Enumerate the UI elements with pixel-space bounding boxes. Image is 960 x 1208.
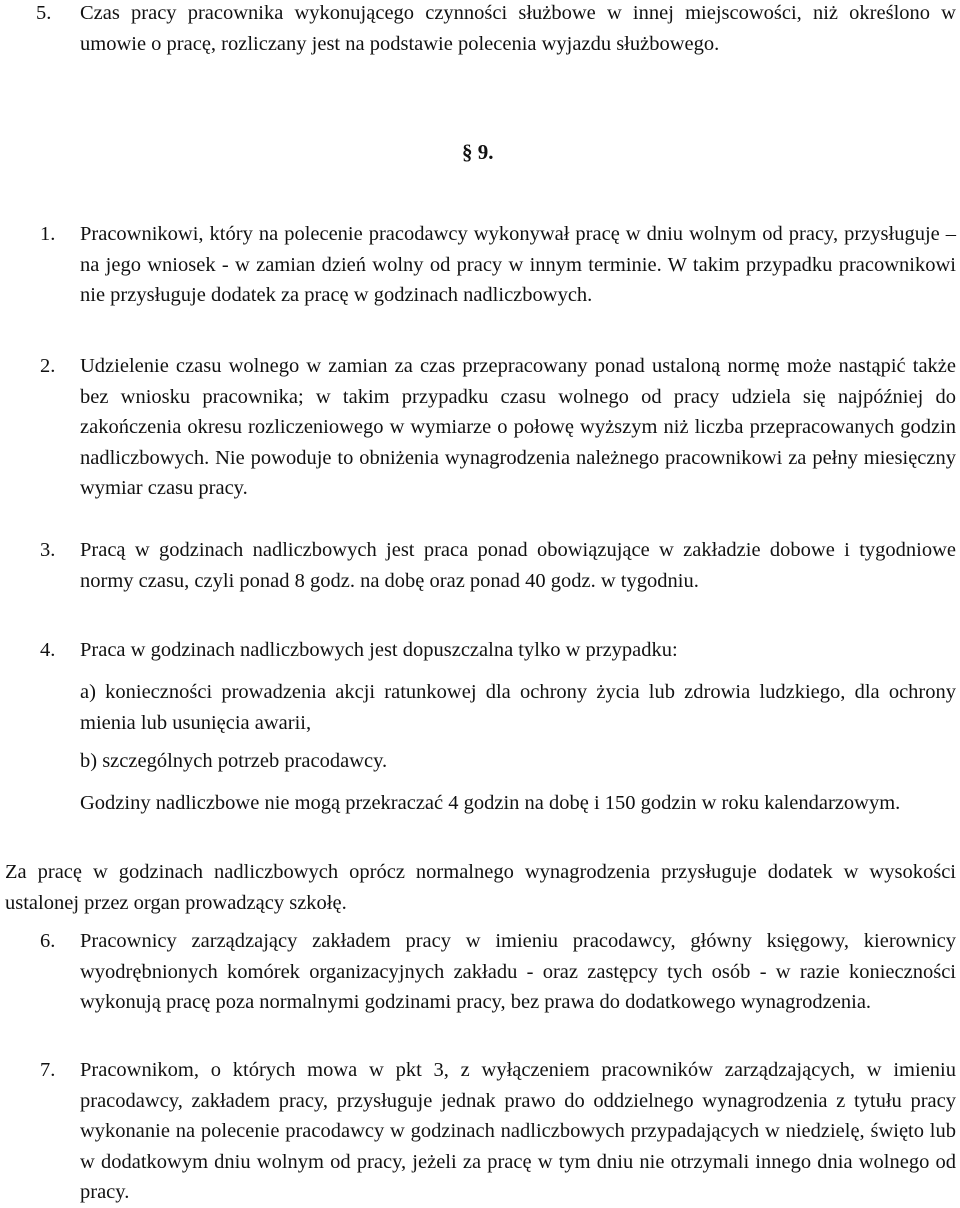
paragraph-text: Za pracę w godzinach nadliczbowych oprócz normalnego wynagrodzenia przysługuje dodatek w wysokości ustalonej przez organ prowadzący szkołę. xyxy=(5,861,956,914)
item-1 xyxy=(40,219,956,311)
item-text: Pracownikowi, który na polecenie pracodawcy wykonywał pracę w dniu wolnym od pracy, przysługuje – na jego wniosek - w zamian dzień wolny od pracy w innym terminie. W takim przypadku pracownikowi nie przysługuje dodatek za pracę w godzinach nadliczbowych. xyxy=(80,223,956,306)
item-6 xyxy=(40,926,956,1018)
item-number: 3. xyxy=(40,539,56,561)
item-text: Praca w godzinach nadliczbowych jest dopuszczalna tylko w przypadku: xyxy=(80,639,678,661)
item-number: 4. xyxy=(40,639,56,661)
item-4 xyxy=(40,635,956,666)
item-text: Pracownikom, o których mowa w pkt 3, z wyłączeniem pracowników zarządzających, w imieniu pracodawcy, zakładem pracy, przysługuje jednak prawo do oddzielnego wynagrodzenia z tytułu pracy wykonanie na polecenie pracodawcy w godzinach nadliczbowych przypadających w niedzielę, święto lub w dodatkowym dniu wolnym od pracy, jeżeli za pracę w tym dniu nie otrzymali innego dnia wolnego od pracy. xyxy=(80,1059,956,1203)
item-5 xyxy=(36,0,956,59)
item-number: 1. xyxy=(40,223,56,245)
item-text: Czas pracy pracownika wykonującego czynności służbowe w innej miejscowości, niż określono w umowie o pracę, rozliczany jest na podstawie polecenia wyjazdu służbowego. xyxy=(80,2,956,55)
item-text: Pracą w godzinach nadliczbowych jest praca ponad obowiązujące w zakładzie dobowe i tygodniowe normy czasu, czyli ponad 8 godz. na dobę oraz ponad 40 godz. w tygodniu. xyxy=(80,539,956,592)
item-text: Pracownicy zarządzający zakładem pracy w imieniu pracodawcy, główny księgowy, kierownicy wyodrębnionych komórek organizacyjnych zakładu - oraz zastępcy tych osób - w razie konieczności wykonują pracę poza normalnymi godzinami pracy, bez prawa do dodatkowego wynagrodzenia. xyxy=(80,930,956,1013)
item-4-sub-a xyxy=(80,677,956,738)
limit-text: Godziny nadliczbowe nie mogą przekraczać 4 godzin na dobę i 150 godzin w roku kalendarzowym. xyxy=(80,792,901,814)
item-number: 5. xyxy=(36,2,52,24)
item-2 xyxy=(40,351,956,504)
sub-item-text: b) szczególnych potrzeb pracodawcy. xyxy=(80,750,388,772)
section-heading: § 9. xyxy=(462,140,494,164)
item-number: 2. xyxy=(40,355,56,377)
item-number: 6. xyxy=(40,930,56,952)
item-4-limit xyxy=(80,788,956,819)
item-text: Udzielenie czasu wolnego w zamian za czas przepracowany ponad ustaloną normę może nastąpić także bez wniosku pracownika; w takim przypadku czasu wolnego od pracy udziela się najpóźniej do zakończenia okresu rozliczeniowego w wymiarze o połowę wyższym niż liczba przepracowanych godzin nadliczbowych. Nie powoduje to obniżenia wynagrodzenia należnego pracownikowi za pełny miesięczny wymiar czasu pracy. xyxy=(80,355,956,499)
item-3 xyxy=(40,535,956,596)
item-4-sub-b xyxy=(80,746,956,777)
item-number: 7. xyxy=(40,1059,56,1081)
sub-item-text: a) konieczności prowadzenia akcji ratunkowej dla ochrony życia lub zdrowia ludzkiego, dla ochrony mienia lub usunięcia awarii, xyxy=(80,681,956,734)
item-7 xyxy=(40,1055,956,1208)
extra-paragraph xyxy=(5,857,956,918)
